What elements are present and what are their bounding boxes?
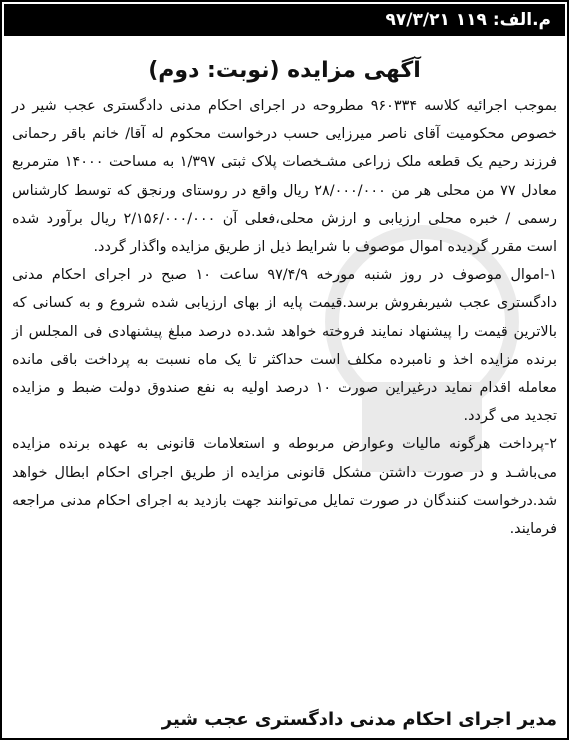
paragraph-intro: بموجب اجرائیه کلاسه ۹۶۰۳۳۴ مطروحه در اجرای احکام مدنی دادگستری عجب شیر در خصوص محکومیت آقای ناصر میرزایی حسب درخواست محکوم له آقا/ خانم باقر رحمانی فرزند رحیم یک قطعه ملک زراعی مشـخصات پلاک ثبتی ۱/۳۹۷ به مساحت ۱۴۰۰۰ مترمربع معادل ۷۷ من محلی هر من ۲۸/۰۰۰/۰۰۰ ریال واقع در روستای ورنجق که توسط کارشناس رسمی / خبره محلی ارزیابی و ارزش محلی،فعلی آن ۲/۱۵۶/۰۰۰/۰۰۰ ریال برآورد شده است مقرر گردیده اموال موصوف با شرایط ذیل از طریق مزایده واگذار گردد. (12, 98, 558, 256)
reference-number: م.الف: ۱۱۹ ۹۷/۳/۲۱ (385, 10, 551, 30)
notice-title: آگهی مزایده (نوبت: دوم) (148, 58, 421, 83)
notice-body (12, 92, 557, 543)
paragraph-condition-1: ۱-اموال موصوف در روز شنبه مورخه ۹۷/۴/۹ ساعت ۱۰ صبح در اجرای احکام مدنی دادگستری عجب شیربفروش برسد.قیمت پایه از بهای ارزیابی شده شروع و به کسانی که بالاترین قیمت را پیشنهاد نمایند فروخته خواهد شد.ده درصد مبلغ پیشنهادی فی المجلس از برنده مزایده اخذ و نامبرده مکلف است حداکثر تا یک ماه نسبت به پرداخت باقی مانده معامله اقدام نماید درغیراین صورت ۱۰ درصد اولیه به نفع صندوق دولت ضبط و مزایده تجدید می گردد. (12, 267, 557, 425)
signature-line: مدیر اجرای احکام مدنی دادگستری عجب شیر (161, 709, 557, 730)
header-bar (4, 4, 565, 36)
paragraph-condition-2: ۲-پرداخت هرگونه مالیات وعوارض مربوطه و استعلامات قانونی به عهده برنده مزایده می‌باشـد و در صورت داشتن مشکل قانونی مزایده از طریق اجرای احکام ابطال خواهد شد.درخواست کنندگان در صورت تمایل می‌توانند جهت بازدید به اجرای احکام مدنی مراجعه فرمایند. (12, 436, 557, 538)
